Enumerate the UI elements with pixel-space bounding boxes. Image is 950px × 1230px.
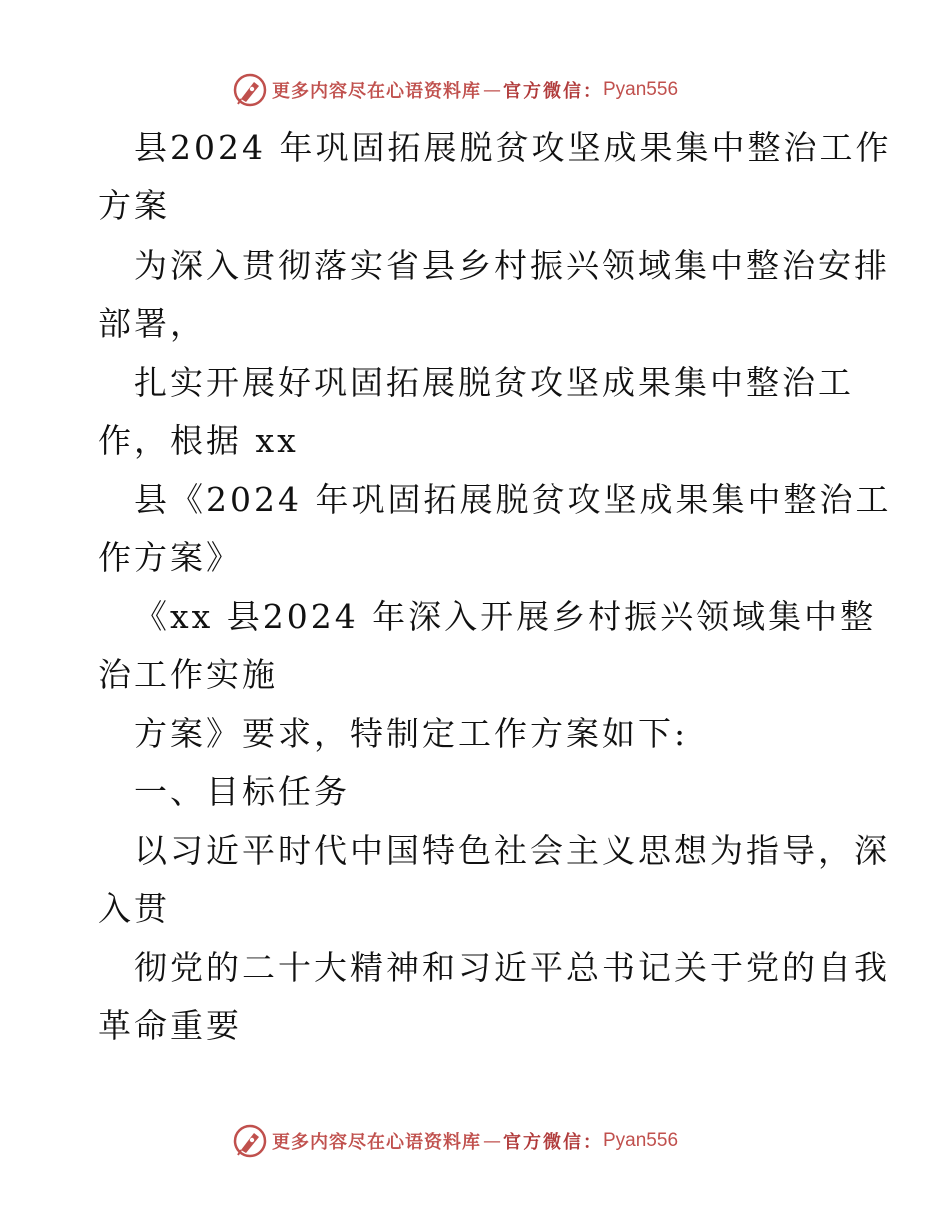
doc-line: 作方案》 bbox=[98, 538, 242, 577]
doc-line: 作，根据 xx bbox=[98, 421, 299, 460]
doc-line: 扎实开展好巩固拓展脱贫攻坚成果集中整治工 bbox=[134, 363, 854, 402]
banner-dash: — bbox=[483, 79, 501, 101]
footer-banner bbox=[232, 1121, 752, 1161]
doc-line: 入贯 bbox=[98, 889, 170, 928]
banner-wechat-label: 官方微信： bbox=[503, 1132, 603, 1153]
doc-line: 一、目标任务 bbox=[134, 772, 350, 811]
banner-text: 更多内容尽在心语资料库 bbox=[272, 1132, 481, 1153]
banner-wechat-id: Pyan556 bbox=[603, 79, 679, 100]
doc-line: 方案 bbox=[98, 186, 170, 225]
header-banner bbox=[232, 70, 752, 110]
banner-wechat-label: 官方微信： bbox=[503, 81, 603, 102]
banner-text: 更多内容尽在心语资料库 bbox=[272, 81, 481, 102]
doc-line: 为深入贯彻落实省县乡村振兴领域集中整治安排 bbox=[134, 246, 890, 285]
doc-line: 革命重要 bbox=[98, 1006, 242, 1045]
doc-line: 县2024 年巩固拓展脱贫攻坚成果集中整治工作 bbox=[134, 128, 892, 167]
doc-line: 部署， bbox=[98, 304, 206, 343]
doc-line: 以习近平时代中国特色社会主义思想为指导，深 bbox=[134, 831, 890, 870]
pen-nib-logo-icon bbox=[232, 1123, 268, 1159]
pen-nib-logo-icon bbox=[232, 72, 268, 108]
doc-line: 方案》要求，特制定工作方案如下: bbox=[134, 714, 689, 753]
doc-line: 县《2024 年巩固拓展脱贫攻坚成果集中整治工 bbox=[134, 480, 892, 519]
doc-line: 治工作实施 bbox=[98, 655, 278, 694]
banner-wechat-id: Pyan556 bbox=[603, 1130, 679, 1151]
banner-dash: — bbox=[483, 1130, 501, 1152]
doc-line: 彻党的二十大精神和习近平总书记关于党的自我 bbox=[134, 948, 890, 987]
doc-line: 《xx 县2024 年深入开展乡村振兴领域集中整 bbox=[134, 597, 877, 636]
